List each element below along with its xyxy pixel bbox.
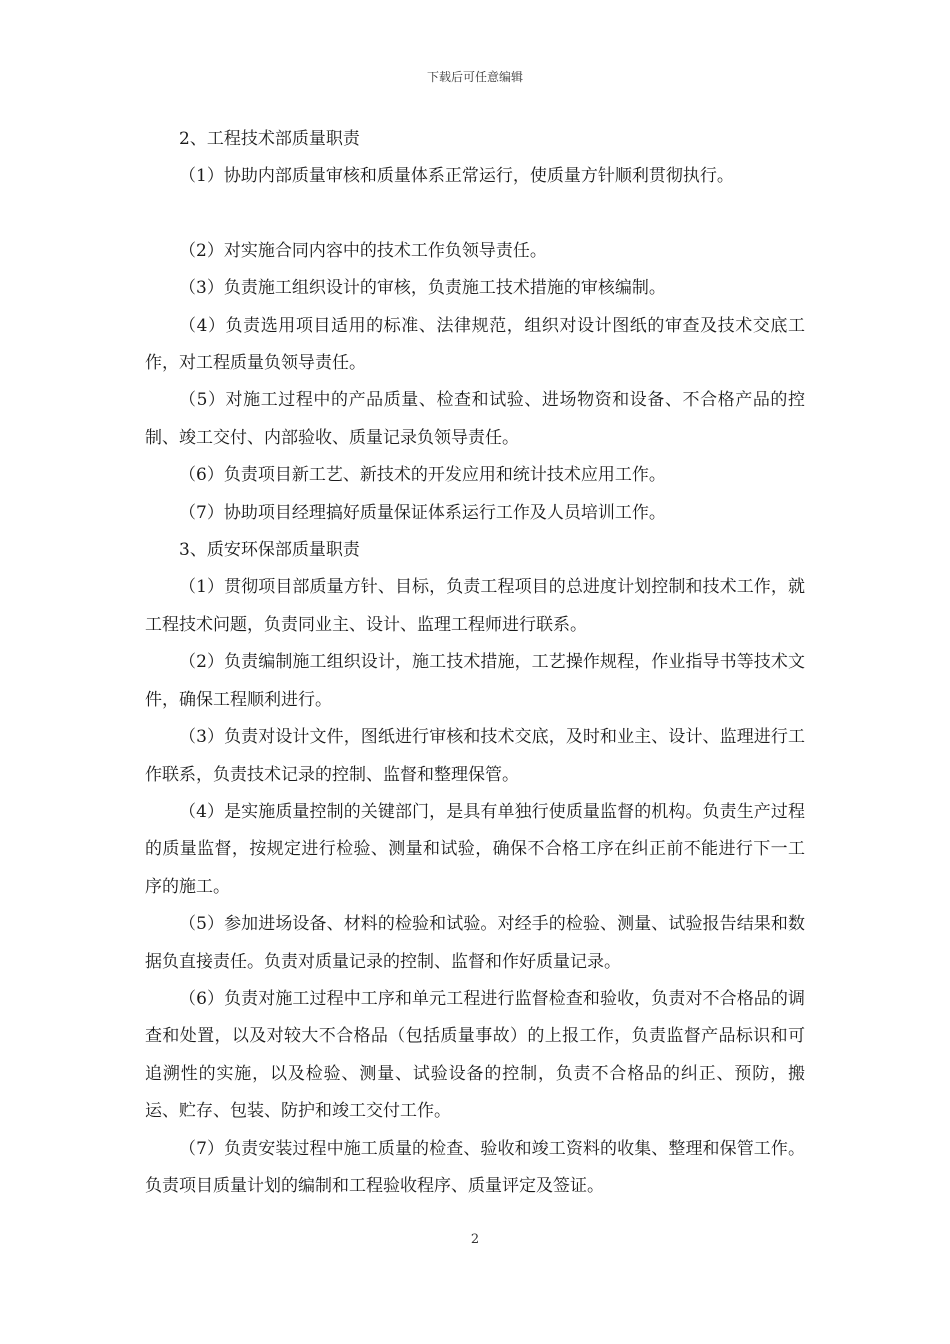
paragraph-item: （3）负责对设计文件，图纸进行审核和技术交底，及时和业主、设计、监理进行工作联系，负责技术记录的控制、监督和整理保管。 [145, 727, 805, 785]
paragraph-item: （5）对施工过程中的产品质量、检查和试验、进场物资和设备、不合格产品的控制、竣工交付、内部验收、质量记录负领导责任。 [145, 390, 805, 448]
paragraph-item: （2）对实施合同内容中的技术工作负领导责任。 [179, 240, 547, 261]
paragraph-item: （1）协助内部质量审核和质量体系正常运行，使质量方针顺利贯彻执行。 [179, 166, 734, 187]
paragraph-item: （5）参加进场设备、材料的检验和试验。对经手的检验、测量、试验报告结果和数据负直接责任。负责对质量记录的控制、监督和作好质量记录。 [145, 914, 805, 972]
paragraph-item: （6）负责项目新工艺、新技术的开发应用和统计技术应用工作。 [179, 465, 666, 486]
paragraph-item: （6）负责对施工过程中工序和单元工程进行监督检查和验收，负责对不合格品的调查和处置，以及对较大不合格品（包括质量事故）的上报工作，负责监督产品标识和可追溯性的实施，以及检验、测量、试验设备的控制，负责不合格品的纠正、预防，搬运、贮存、包装、防护和竣工交付工作。 [145, 988, 805, 1122]
paragraph-item: （4）负责选用项目适用的标准、法律规范，组织对设计图纸的审查及技术交底工作，对工程质量负领导责任。 [145, 315, 805, 374]
section-heading-safety-dept: 3、质安环保部质量职责 [179, 540, 360, 561]
paragraph-item: （1）贯彻项目部质量方针、目标，负责工程项目的总进度计划控制和技术工作，就工程技术问题，负责同业主、设计、监理工程师进行联系。 [145, 577, 805, 635]
page-number: 2 [470, 1232, 480, 1247]
paragraph-item: （7）协助项目经理搞好质量保证体系运行工作及人员培训工作。 [179, 502, 666, 523]
paragraph-item: （7）负责安装过程中施工质量的检查、验收和竣工资料的收集、整理和保管工作。负责项目质量计划的编制和工程验收程序、质量评定及签证。 [145, 1138, 805, 1196]
paragraph-item: （2）负责编制施工组织设计，施工技术措施，工艺操作规程，作业指导书等技术文件，确保工程顺利进行。 [145, 652, 805, 710]
paragraph-item: （3）负责施工组织设计的审核，负责施工技术措施的审核编制。 [179, 278, 666, 299]
page-header: 下载后可任意编辑 [426, 70, 523, 84]
paragraph-item: （4）是实施质量控制的关键部门，是具有单独行使质量监督的机构。负责生产过程的质量监督，按规定进行检验、测量和试验，确保不合格工序在纠正前不能进行下一工序的施工。 [145, 801, 805, 897]
document-body [145, 121, 805, 1205]
section-heading-engineering-dept: 2、工程技术部质量职责 [179, 129, 360, 149]
